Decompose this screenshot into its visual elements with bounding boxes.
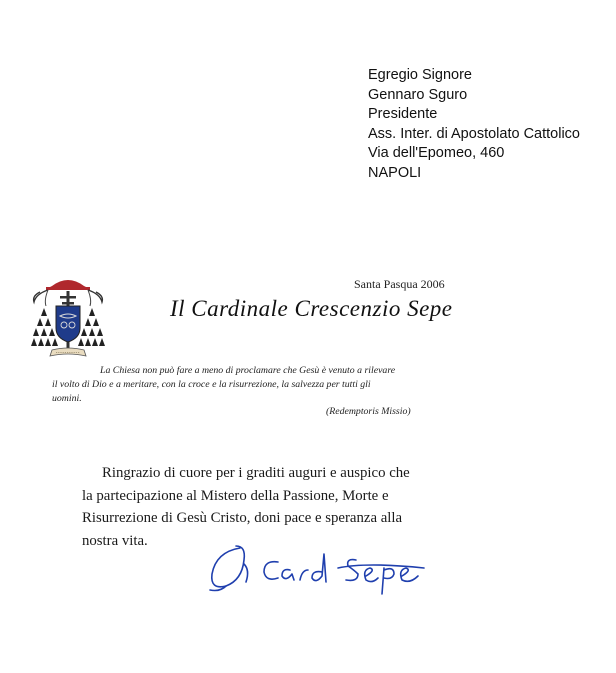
- cardinal-title: Il Cardinale Crescenzio Sepe: [170, 296, 453, 321]
- recipient-line-name: Gennaro Sguro: [368, 86, 468, 103]
- recipient-address: [368, 66, 580, 183]
- recipient-line-salutation: Egregio Signore: [368, 67, 472, 83]
- recipient-line-organization: Ass. Inter. di Apostolato Cattolico: [368, 125, 580, 142]
- coat-of-arms-icon: [30, 276, 106, 362]
- handwritten-signature: [206, 540, 438, 596]
- quote-line: il volto di Dio e a meritare, con la croce e la risurrezione, la salvezza per tutti gli: [52, 379, 371, 390]
- quote-source: (Redemptoris Missio): [326, 406, 411, 417]
- message-line: nostra vita.: [82, 532, 148, 549]
- message-line: la partecipazione al Mistero della Passione, Morte e: [82, 487, 389, 504]
- epigraph-quote: [52, 364, 488, 406]
- message-body: [82, 462, 482, 552]
- quote-line: La Chiesa non può fare a meno di proclamare che Gesù è venuto a rilevare: [100, 365, 396, 376]
- letter-date: Santa Pasqua 2006: [354, 277, 445, 291]
- recipient-line-role: Presidente: [368, 106, 438, 122]
- message-line: Ringrazio di cuore per i graditi auguri e auspico che: [102, 465, 410, 481]
- message-line: Risurrezione di Gesù Cristo, doni pace e speranza alla: [82, 510, 403, 526]
- quote-line: uomini.: [52, 393, 82, 404]
- recipient-line-street: Via dell'Epomeo, 460: [368, 145, 505, 161]
- recipient-line-city: NAPOLI: [368, 164, 422, 181]
